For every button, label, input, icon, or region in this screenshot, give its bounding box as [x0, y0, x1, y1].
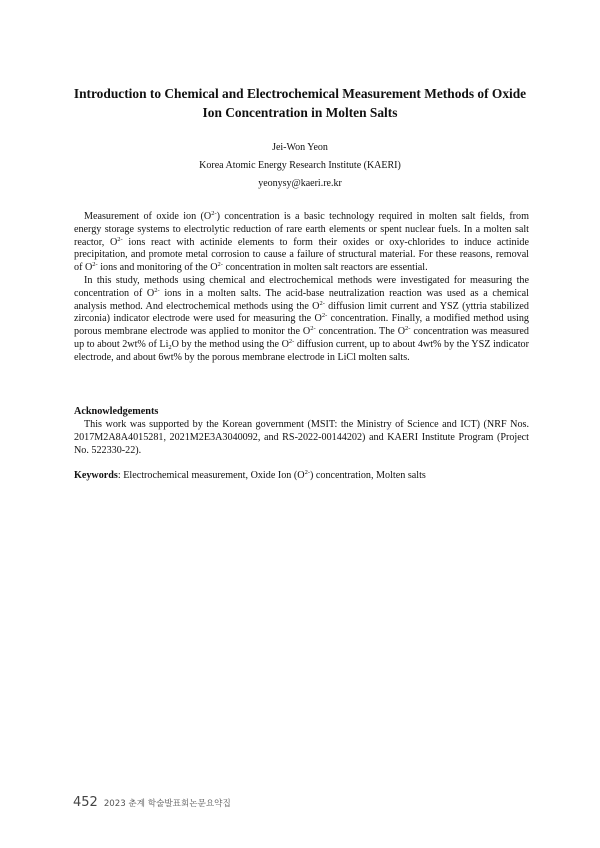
- author-email: yeonysy@kaeri.re.kr: [258, 178, 342, 189]
- author-name: Jei-Won Yeon: [272, 142, 328, 153]
- keywords-line: Keywords: Electrochemical measurement, Oxide Ion $(O^{2-})$ concentration, Molten salts: [74, 469, 426, 481]
- keywords-label: Keywords: [74, 470, 118, 481]
- page-footer: [73, 791, 231, 810]
- acknowledgements-heading: Acknowledgements: [74, 406, 159, 417]
- abstract-paragraph-2: In this study, methods using chemical and electrochemical methods were investigated for measuring the concentration of $O^{2-}$ ions in a molten salts. The acid-base neutralization reaction was used as a chemical analysis method. And electrochemical methods using the $O^{2-}$ diffusion limit current and YSZ (yttria stabilized zirconia) indicator electrode were used for measuring the $O^{2-}$ concentration. Finally, a modified method using porous membrane electrode was applied to monitor the $O^{2-}$ concentration. The $O^{2-}$ concentration was measured up to about 2wt% of $Li_2O$ by the method using the $O^{2-}$ diffusion current, up to about 4wt% by the YSZ indicator electrode, and about 6wt% by the porous membrane electrode in LiCl molten salts.: [74, 274, 529, 363]
- author-affiliation: Korea Atomic Energy Research Institute (KAERI): [199, 160, 401, 171]
- acknowledgements-text: This work was supported by the Korean government (MSIT: the Ministry of Science and ICT) (NRF Nos. 2017M2A8A4015281, 2021M2E3A3040092, and RS-2022-00144202) and KAERI Institute Program (Project No. 522330-22).: [74, 419, 529, 456]
- title-line-2: Ion Concentration in Molten Salts: [202, 105, 398, 120]
- page-number: 452: [73, 795, 98, 810]
- abstract-paragraph-1: Measurement of oxide ion $(O^{2-})$ concentration is a basic technology required in molten salt fields, from energy storage systems to electrolytic reduction of rare earth elements or spent nuclear fuels. In a molten salt reactor, $O^{2-}$ ions react with actinide elements to form their oxides or oxy-chlorides to induce actinide precipitation, and promote metal corrosion to cause a failure of structural material. For these reasons, removal of $O^{2-}$ ions and monitoring of the $O^{2-}$ concentration in molten salt reactors are essential.: [74, 210, 529, 274]
- proceedings-name: 2023 춘계 학술발표회논문요약집: [103, 799, 231, 809]
- paper-title: [60, 84, 540, 122]
- title-line-1: Introduction to Chemical and Electrochemical Measurement Methods of Oxide: [73, 86, 527, 101]
- acknowledgements-body: [74, 419, 529, 457]
- abstract-body: [74, 211, 529, 365]
